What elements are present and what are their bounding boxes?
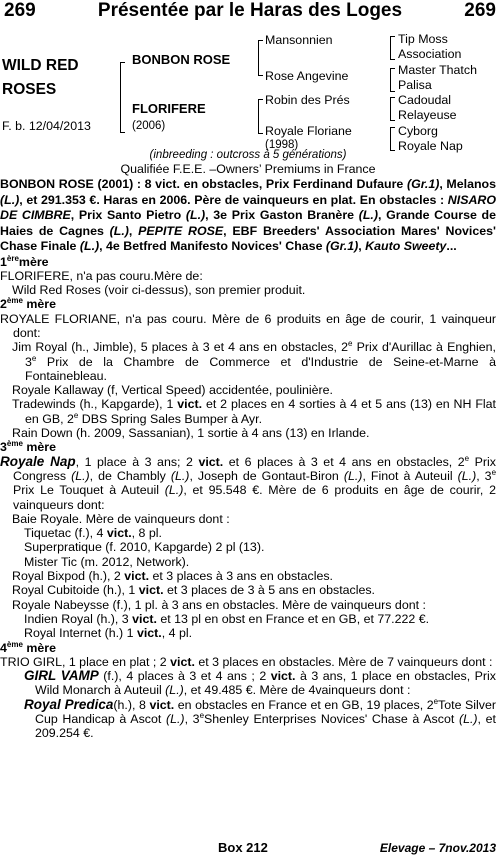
sire-name: BONBON ROSE <box>132 52 231 67</box>
fourth-dam-notes: TRIO GIRL, 1 place en plat ; 2 vict. et 3 places en obstacles. Mère de 7 vainqueurs dont : <box>0 654 493 669</box>
produce-rain-down: Rain Down (h. 2009, Sassanian), 1 sortie à 4 ans (13) en Irlande. <box>12 426 370 441</box>
bracket-ggs1 <box>390 36 395 60</box>
produce-superpratique: Superpratique (f. 2010, Kapgarde) 2 pl (13). <box>24 540 265 555</box>
bracket-ggs3 <box>390 97 395 121</box>
page-header <box>0 0 500 22</box>
produce-royal-cubitoide: Royal Cubitoide (h.), 1 vict. et 3 places de 3 à 5 ans en obstacles. <box>12 583 376 598</box>
produce-royale-nabeysse: Royale Nabeysse (f.), 1 pl. à 3 ans en obstacles. Mère de vainqueurs dont : <box>12 597 426 612</box>
ggs-6: Relayeuse <box>398 108 457 122</box>
ggs-5: Cadoudal <box>398 93 452 107</box>
lot-number-right: 269 <box>464 0 496 21</box>
section-4eme-mere: 4ème mère <box>0 639 56 655</box>
granddam-2: Royale Floriane <box>265 124 352 138</box>
produce-wild-red-roses: Wild Red Roses (voir ci-dessus), son premier produit. <box>12 283 306 298</box>
horse-name-line2: ROSES <box>2 81 57 98</box>
produce-mister-tic: Mister Tic (m. 2012, Network). <box>24 554 190 569</box>
section-2eme-mere: 2ème mère <box>0 296 56 312</box>
grandsire-2: Robin des Prés <box>265 93 350 107</box>
lot-number: 269 <box>4 0 36 21</box>
bracket-sire <box>258 40 263 76</box>
produce-tradewinds: Tradewinds (h., Kapgarde), 1 vict. et 2 places en 4 sorties à 4 et 5 ans (13) en NH Flat en GB, 2e DBS Spring Sales Bumper à Ayr. <box>12 397 496 426</box>
dam-year: (2006) <box>132 120 166 132</box>
page-footer <box>0 841 500 859</box>
ggs-3: Master Thatch <box>398 63 477 77</box>
ggs-8: Royale Nap <box>398 139 463 153</box>
granddam-2-year: (1998) <box>265 139 299 151</box>
consignor-title: Présentée par le Haras des Loges <box>97 0 403 21</box>
ggs-2: Association <box>398 47 462 61</box>
dam-name: FLORIFERE <box>132 101 206 116</box>
ggs-7: Cyborg <box>398 124 438 138</box>
granddam-notes: ROYALE FLORIANE, n'a pas couru. Mère de 6 produits en âge de courir, 1 vainqueur dont: <box>0 311 496 340</box>
sire-notes: BONBON ROSE (2001) : 8 vict. en obstacles, Prix Ferdinand Dufaure (Gr.1), Melanos (L.), et 291.353 €. Haras en 2006. Père de vainqueurs en plat. En obstacles : NISARO DE CIMBRE, Prix Santo Pietro (L.), 3e Prix Gaston Branère (L.), Grande Course de Haies de Cagnes (L.), PEPITE ROSE, EBF Breeders' Association Mares' Novices' Chase Finale (L.), 4e Betfred Manifesto Novices' Chase (Gr.1), Kauto Sweety... <box>0 177 496 253</box>
produce-royal-bixpod: Royal Bixpod (h.), 2 vict. et 3 places à 3 ans en obstacles. <box>12 569 333 584</box>
third-dam-notes: Royale Nap, 1 place à 3 ans; 2 vict. et 6 places à 3 et 4 ans en obstacles, 2e Prix Congress (L.), de Chambly (L.), Joseph de Gontaut-Biron (L.), Finot à Auteuil (L.), 3e Prix Le Touquet à Auteuil (L.), et 95.548 €. Mère de 6 produits en âge de courir, 2 vainqueurs dont: <box>0 453 497 512</box>
produce-tiquetac: Tiquetac (f.), 4 vict., 8 pl. <box>24 526 162 541</box>
ggs-4: Palisa <box>398 78 432 92</box>
ggs-1: Tip Moss <box>398 32 448 46</box>
bracket-gen1 <box>120 62 125 133</box>
horse-name-line1: WILD RED <box>2 57 79 74</box>
bracket-ggs4 <box>390 127 395 151</box>
section-3eme-mere: 3ème mère <box>0 439 56 455</box>
produce-indien-royal: Indien Royal (h.), 3 vict. et 13 pl en obst en France et en GB, et 77.222 €. <box>24 611 430 626</box>
produce-royal-internet: Royal Internet (h.) 1 vict., 4 pl. <box>24 626 193 641</box>
box-number: Box 212 <box>218 840 268 855</box>
inbreeding-note: (inbreeding : outcross à 5 générations) <box>149 149 347 161</box>
produce-girl-vamp: GIRL VAMP (f.), 4 places à 3 et 4 ans ; 2 vict. à 3 ans, 1 place en obstacles, Prix Wild Monarch à Auteuil (L.), et 49.485 €. Mère de 4vainqueurs dont : <box>24 668 496 698</box>
horse-birth: F. b. 12/04/2013 <box>2 119 91 133</box>
source-reference: Elevage – 7nov.2013 <box>379 841 496 855</box>
bracket-dam <box>258 99 263 134</box>
produce-royal-predica: Royal Predica(h.), 8 vict. en obstacles en France et en GB, 19 places, 2eTote Silver Cup Handicap à Ascot (L.), 3eShenley Enterprises Novices' Chase à Ascot (L.), et 209.254 €. <box>24 696 496 741</box>
produce-jim-royal: Jim Royal (h., Jimble), 5 places à 3 et 4 ans en obstacles, 2e Prix d'Aurillac à Enghien, 3e Prix de la Chambre de Commerce et d'Industrie de Seine-et-Marne à Fontainebleau. <box>12 339 496 383</box>
bracket-ggs2 <box>390 68 395 92</box>
qualification-note: Qualifiée F.E.E. –Owners’ Premiums in France <box>120 162 376 176</box>
dam-notes: FLORIFERE, n'a pas couru.Mère de: <box>0 268 203 283</box>
granddam-1: Rose Angevine <box>265 69 349 83</box>
produce-royal-kallaway: Royale Kallaway (f, Vertical Speed) accidentée, poulinière. <box>12 383 333 398</box>
produce-baie-royale: Baie Royale. Mère de vainqueurs dont : <box>12 511 230 526</box>
catalogue-notes <box>0 149 496 741</box>
grandsire-1: Mansonnien <box>265 33 333 47</box>
section-1ere-mere: 1èremère <box>0 253 49 269</box>
